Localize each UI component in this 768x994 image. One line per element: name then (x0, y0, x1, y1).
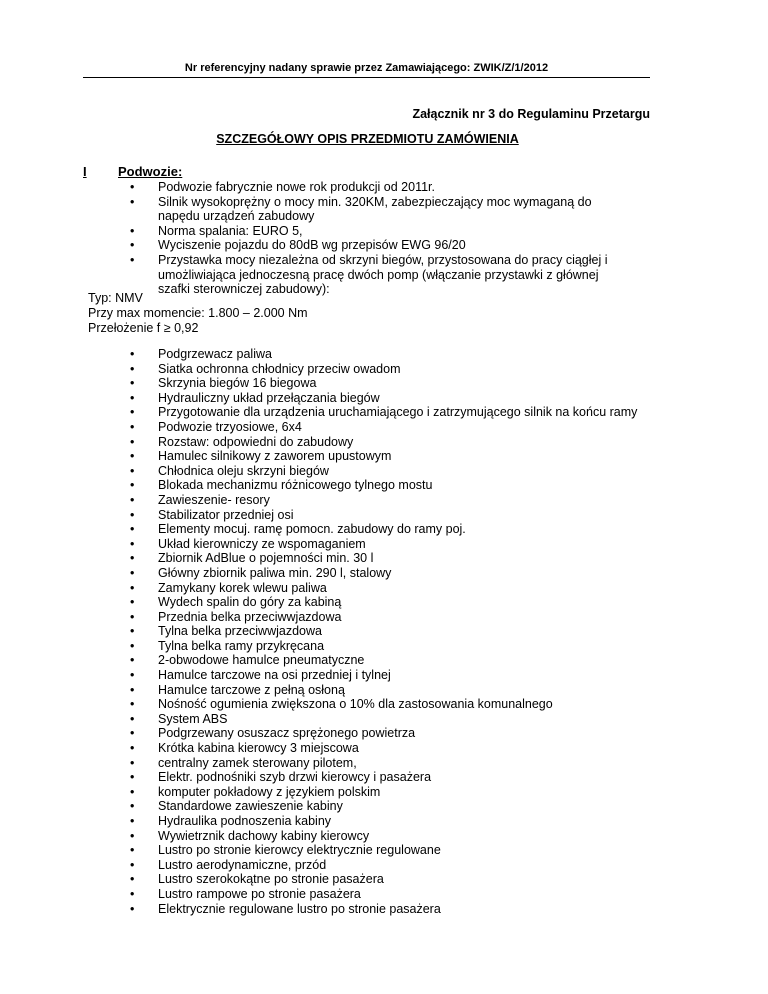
list-item: • Zawieszenie- resory (130, 493, 640, 508)
equipment-list (130, 347, 640, 916)
list-item: • Lustro rampowe po stronie pasażera (130, 887, 640, 902)
spec-ratio: Przełożenie f ≥ 0,92 (88, 321, 199, 335)
list-item: • Elementy mocuj. ramę pomocn. zabudowy do ramy poj. (130, 522, 640, 537)
list-item: • Wydech spalin do góry za kabiną (130, 595, 640, 610)
list-item: • Norma spalania: EURO 5, (130, 224, 630, 239)
list-item: • Nośność ogumienia zwiększona o 10% dla zastosowania komunalnego (130, 697, 640, 712)
list-item: • Podgrzewany osuszacz sprężonego powietrza (130, 726, 640, 741)
section-heading: Podwozie: (118, 164, 183, 179)
document-title: SZCZEGÓŁOWY OPIS PRZEDMIOTU ZAMÓWIENIA (216, 132, 519, 146)
list-item: • Hydrauliczny układ przełączania biegów (130, 391, 640, 406)
list-item: • Wywietrznik dachowy kabiny kierowcy (130, 829, 640, 844)
list-item: • Podwozie fabrycznie nowe rok produkcji od 2011r. (130, 180, 630, 195)
list-item: • Układ kierowniczy ze wspomaganiem (130, 537, 640, 552)
list-item: • System ABS (130, 712, 640, 727)
list-item: • Skrzynia biegów 16 biegowa (130, 376, 640, 391)
list-item: • Przystawka mocy niezależna od skrzyni biegów, przystosowana do pracy ciągłej i umożliwiająca jednoczesną pracę dwóch pomp (włączanie przystawki z głównej szafki sterowniczej zabudowy): (130, 253, 630, 297)
list-item: • Hamulce tarczowe na osi przedniej i tylnej (130, 668, 640, 683)
list-item: • komputer pokładowy z językiem polskim (130, 785, 640, 800)
list-item: • Podwozie trzyosiowe, 6x4 (130, 420, 640, 435)
list-item: • Hydraulika podnoszenia kabiny (130, 814, 640, 829)
list-item: • Zamykany korek wlewu paliwa (130, 581, 640, 596)
chassis-requirements-list (130, 180, 630, 297)
list-item: • Siatka ochronna chłodnicy przeciw owadom (130, 362, 640, 377)
list-item: • Krótka kabina kierowcy 3 miejscowa (130, 741, 640, 756)
list-item: • Rozstaw: odpowiedni do zabudowy (130, 435, 640, 450)
list-item: • Przednia belka przeciwwjazdowa (130, 610, 640, 625)
list-item: • Standardowe zawieszenie kabiny (130, 799, 640, 814)
list-item: • Lustro aerodynamiczne, przód (130, 858, 640, 873)
list-item: • Hamulce tarczowe z pełną osłoną (130, 683, 640, 698)
attachment-label: Załącznik nr 3 do Regulaminu Przetargu (412, 107, 650, 121)
list-item: • centralny zamek sterowany pilotem, (130, 756, 640, 771)
list-item: • Silnik wysokoprężny o mocy min. 320KM, zabezpieczający moc wymaganą do napędu urządzeń zabudowy (130, 195, 630, 224)
list-item: • Hamulec silnikowy z zaworem upustowym (130, 449, 640, 464)
list-item: • Podgrzewacz paliwa (130, 347, 640, 362)
list-item: • Elektrycznie regulowane lustro po stronie pasażera (130, 902, 640, 917)
spec-type: Typ: NMV (88, 291, 143, 305)
list-item: • Główny zbiornik paliwa min. 290 l, stalowy (130, 566, 640, 581)
list-item: • Przygotowanie dla urządzenia uruchamiającego i zatrzymującego silnik na końcu ramy (130, 405, 640, 420)
list-item: • Wyciszenie pojazdu do 80dB wg przepisów EWG 96/20 (130, 238, 630, 253)
list-item: • Lustro szerokokątne po stronie pasażera (130, 872, 640, 887)
spec-torque: Przy max momencie: 1.800 – 2.000 Nm (88, 306, 308, 320)
list-item: • 2-obwodowe hamulce pneumatyczne (130, 653, 640, 668)
list-item: • Zbiornik AdBlue o pojemności min. 30 l (130, 551, 640, 566)
list-item: • Chłodnica oleju skrzyni biegów (130, 464, 640, 479)
section-number: I (83, 164, 87, 179)
reference-number: Nr referencyjny nadany sprawie przez Zamawiającego: ZWIK/Z/1/2012 (184, 62, 549, 74)
list-item: • Elektr. podnośniki szyb drzwi kierowcy i pasażera (130, 770, 640, 785)
list-item: • Blokada mechanizmu różnicowego tylnego mostu (130, 478, 640, 493)
header-divider (83, 77, 650, 78)
list-item: • Stabilizator przedniej osi (130, 508, 640, 523)
list-item: • Tylna belka ramy przykręcana (130, 639, 640, 654)
list-item: • Tylna belka przeciwwjazdowa (130, 624, 640, 639)
list-item: • Lustro po stronie kierowcy elektrycznie regulowane (130, 843, 640, 858)
